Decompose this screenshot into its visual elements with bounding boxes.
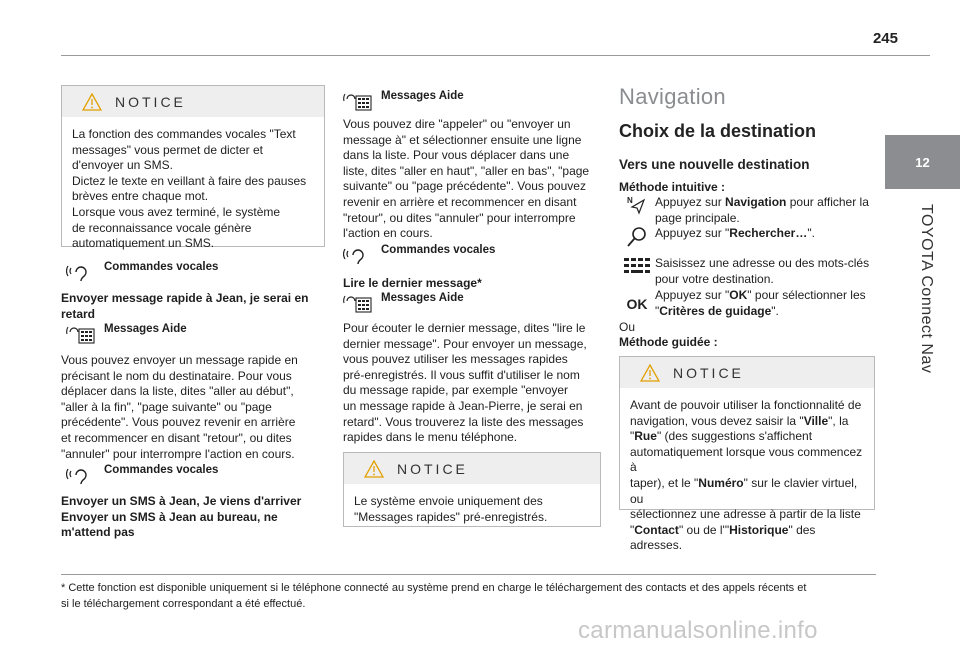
notice-text: " des adresses.	[630, 522, 816, 553]
help-messages-row	[343, 89, 464, 111]
paragraph-line: "annuler" pour interrompre l'action en cours.	[61, 446, 295, 461]
method-label: Méthode intuitive :	[619, 180, 725, 194]
section-heading: Choix de la destination	[619, 121, 817, 141]
footnote-line: * Cette fonction est disponible uniquement si le téléphone connecté au système prend en charge le téléchargement des contacts et des appels récents et	[61, 582, 807, 594]
svg-text:N: N	[627, 196, 633, 205]
voice-commands-label: Commandes vocales	[104, 261, 219, 273]
notice-keyword: Contact	[634, 522, 679, 537]
step-text: Appuyez sur	[655, 195, 726, 209]
notice-text: " (des suggestions s'affichent	[656, 429, 813, 444]
description-paragraph	[61, 353, 325, 462]
paragraph-line: suivante" ou "page précédente". Vous pouvez	[343, 179, 586, 194]
step-text: Appuyez sur "	[655, 226, 730, 240]
notice-text: " sur le clavier virtuel, ou	[630, 475, 858, 506]
notice-text: "	[630, 429, 635, 444]
step-text: "	[655, 303, 660, 318]
notice-text: "	[630, 522, 635, 537]
warning-triangle-icon	[640, 364, 660, 382]
notice-title: NOTICE	[115, 93, 186, 110]
notice-line: brèves entre chaque mot.	[72, 189, 209, 204]
paragraph-line: Vous pouvez dire "appeler" ou "envoyer un	[343, 117, 571, 131]
help-messages-row	[66, 322, 187, 344]
notice-box-quick-messages	[343, 452, 601, 527]
notice-header	[344, 453, 600, 484]
step-text: page principale.	[655, 210, 740, 225]
notice-title: NOTICE	[673, 364, 744, 381]
help-messages-row	[343, 291, 464, 313]
voice-commands-label: Commandes vocales	[381, 244, 496, 256]
notice-text: taper), et le "	[630, 475, 699, 490]
help-messages-label: Messages Aide	[381, 292, 464, 304]
subsection-heading: Vers une nouvelle destination	[619, 157, 810, 172]
chapter-tab: 12	[885, 135, 960, 189]
command-heading-line: Envoyer un SMS à Jean au bureau, ne	[61, 509, 278, 524]
paragraph-line: liste, dites "aller en haut", "aller en bas", "page	[343, 163, 590, 178]
paragraph-line: déplacer dans la liste, dites "aller au début",	[61, 384, 294, 399]
paragraph-line: vous pouvez utiliser les messages rapides	[343, 352, 568, 367]
voice-command-icon	[66, 463, 104, 485]
notice-line: "Messages rapides" pré-enregistrés.	[354, 509, 548, 524]
notice-line: de reconnaissance vocale génère	[72, 220, 252, 235]
notice-title: NOTICE	[397, 460, 468, 477]
paragraph-line: Vous pouvez envoyer un message rapide en	[61, 353, 298, 367]
watermark: carmanualsonline.info	[578, 617, 818, 644]
notice-header	[620, 357, 874, 388]
voice-commands-row	[66, 260, 218, 282]
notice-line: Lorsque vous avez terminé, le système	[72, 204, 281, 219]
step-search	[619, 226, 875, 248]
paragraph-line: message à" et sélectionner ensuite une ligne	[343, 132, 582, 147]
step-keyword: Critères de guidage	[659, 303, 772, 318]
voice-command-icon	[343, 243, 381, 265]
step-text: pour votre destination.	[655, 271, 774, 286]
paragraph-line: du message rapide, par exemple "envoyer	[343, 383, 569, 398]
notice-line: sélectionnez une adresse à partir de la liste	[630, 507, 861, 522]
command-heading-line: Envoyer un SMS à Jean, Je viens d'arriver	[61, 494, 302, 508]
command-heading	[61, 494, 325, 541]
notice-keyword: Ville	[803, 413, 829, 428]
notice-line: Dictez le texte en veillant à faire des pauses	[72, 173, 307, 188]
help-messages-label: Messages Aide	[104, 323, 187, 335]
notice-keyword: Rue	[634, 429, 657, 444]
command-heading	[61, 291, 325, 322]
paragraph-line: "aller à la fin", "page suivante" ou "page	[61, 399, 272, 414]
warning-triangle-icon	[364, 460, 384, 478]
chapter-label: TOYOTA Connect Nav	[918, 204, 935, 374]
step-keyword: Navigation	[725, 195, 787, 209]
notice-line	[630, 523, 864, 554]
paragraph-line: un message rapide à Jean-Pierre, je serai en	[343, 398, 583, 413]
notice-line: d'envoyer un SMS.	[72, 158, 174, 173]
command-heading-line: m'attend pas	[61, 525, 135, 540]
step-text: pour afficher la	[786, 195, 869, 209]
description-paragraph	[343, 321, 601, 446]
paragraph-line: dernier message". Pour envoyer un message,	[343, 336, 587, 351]
paragraph-line: pré-enregistrés. Il vous suffit d'utiliser le nom	[343, 367, 580, 382]
voice-help-icon	[343, 89, 381, 111]
notice-line: Avant de pouvoir utiliser la fonctionnalité de	[630, 398, 862, 412]
search-icon	[626, 226, 648, 248]
voice-help-icon	[343, 291, 381, 313]
paragraph-line: dans la liste. Pour vous déplacer dans une	[343, 148, 570, 163]
notice-text: ", la	[828, 413, 849, 428]
notice-keyword: Numéro	[698, 475, 744, 490]
paragraph-line: revenir en arrière et recommencer en disant	[343, 194, 577, 209]
paragraph-line: Pour écouter le dernier message, dites "lire le	[343, 321, 586, 335]
footnote-line: si le téléchargement correspondant a été effectué.	[61, 598, 306, 610]
voice-commands-row	[66, 463, 218, 485]
navigation-arrow-icon	[626, 195, 648, 215]
footnote	[61, 580, 876, 612]
step-text: Appuyez sur "	[655, 288, 730, 302]
voice-command-icon	[66, 260, 104, 282]
paragraph-line: retard". Vous trouverez la liste des messages	[343, 414, 584, 429]
or-separator: Ou	[619, 320, 636, 334]
warning-triangle-icon	[82, 93, 102, 111]
step-ok	[619, 288, 875, 319]
notice-header	[62, 86, 324, 117]
footnote-divider	[61, 574, 876, 575]
voice-commands-row	[343, 243, 495, 265]
step-keyword: Rechercher…	[729, 226, 808, 240]
notice-text: " ou de l'"	[678, 522, 730, 537]
help-messages-label: Messages Aide	[381, 90, 464, 102]
notice-keyword: Historique	[729, 522, 789, 537]
notice-line: automatiquement un SMS.	[72, 236, 215, 251]
section-title-navigation: Navigation	[619, 84, 726, 109]
description-paragraph	[343, 117, 601, 242]
page-number: 245	[872, 30, 898, 47]
command-heading-line: Envoyer message rapide à Jean, je serai en	[61, 291, 309, 305]
method-label: Méthode guidée :	[619, 335, 718, 349]
step-keyword: OK	[729, 288, 748, 302]
ok-button-icon: OK	[626, 295, 648, 312]
notice-line	[630, 429, 864, 445]
paragraph-line: et recommencer en disant "retour", ou dites	[61, 430, 292, 445]
paragraph-line: l'action en cours.	[343, 226, 433, 241]
notice-text: navigation, vous devez saisir la "	[630, 413, 804, 428]
notice-line: Le système envoie uniquement des	[354, 494, 543, 508]
notice-line: messages" vous permet de dicter et	[72, 142, 264, 157]
notice-line: La fonction des commandes vocales "Text	[72, 127, 296, 141]
notice-line	[630, 414, 864, 430]
paragraph-line: précisant le nom du destinataire. Pour vous	[61, 368, 292, 383]
paragraph-line: précédente". Vous pouvez revenir en arrière	[61, 415, 296, 430]
step-text: ".	[807, 226, 815, 240]
command-heading: Lire le dernier message*	[343, 276, 482, 290]
step-text: Saisissez une adresse ou des mots-clés	[655, 256, 870, 270]
step-text: " pour sélectionner les	[747, 288, 866, 302]
step-navigation	[619, 195, 875, 226]
top-divider	[61, 55, 930, 56]
voice-commands-label: Commandes vocales	[104, 464, 219, 476]
notice-line	[630, 476, 864, 507]
notice-line: automatiquement lorsque vous commencez à	[630, 444, 863, 475]
voice-help-icon	[66, 322, 104, 344]
paragraph-line: "retour", ou dites "annuler" pour interrompre	[343, 210, 576, 225]
keyboard-icon	[623, 256, 651, 276]
paragraph-line: rapides dans le menu téléphone.	[343, 430, 518, 445]
notice-box-voice-sms	[61, 85, 325, 251]
command-heading-line: retard	[61, 306, 96, 321]
notice-box-navigation	[619, 356, 875, 553]
step-keyboard	[619, 256, 875, 287]
step-text: ".	[771, 303, 779, 318]
